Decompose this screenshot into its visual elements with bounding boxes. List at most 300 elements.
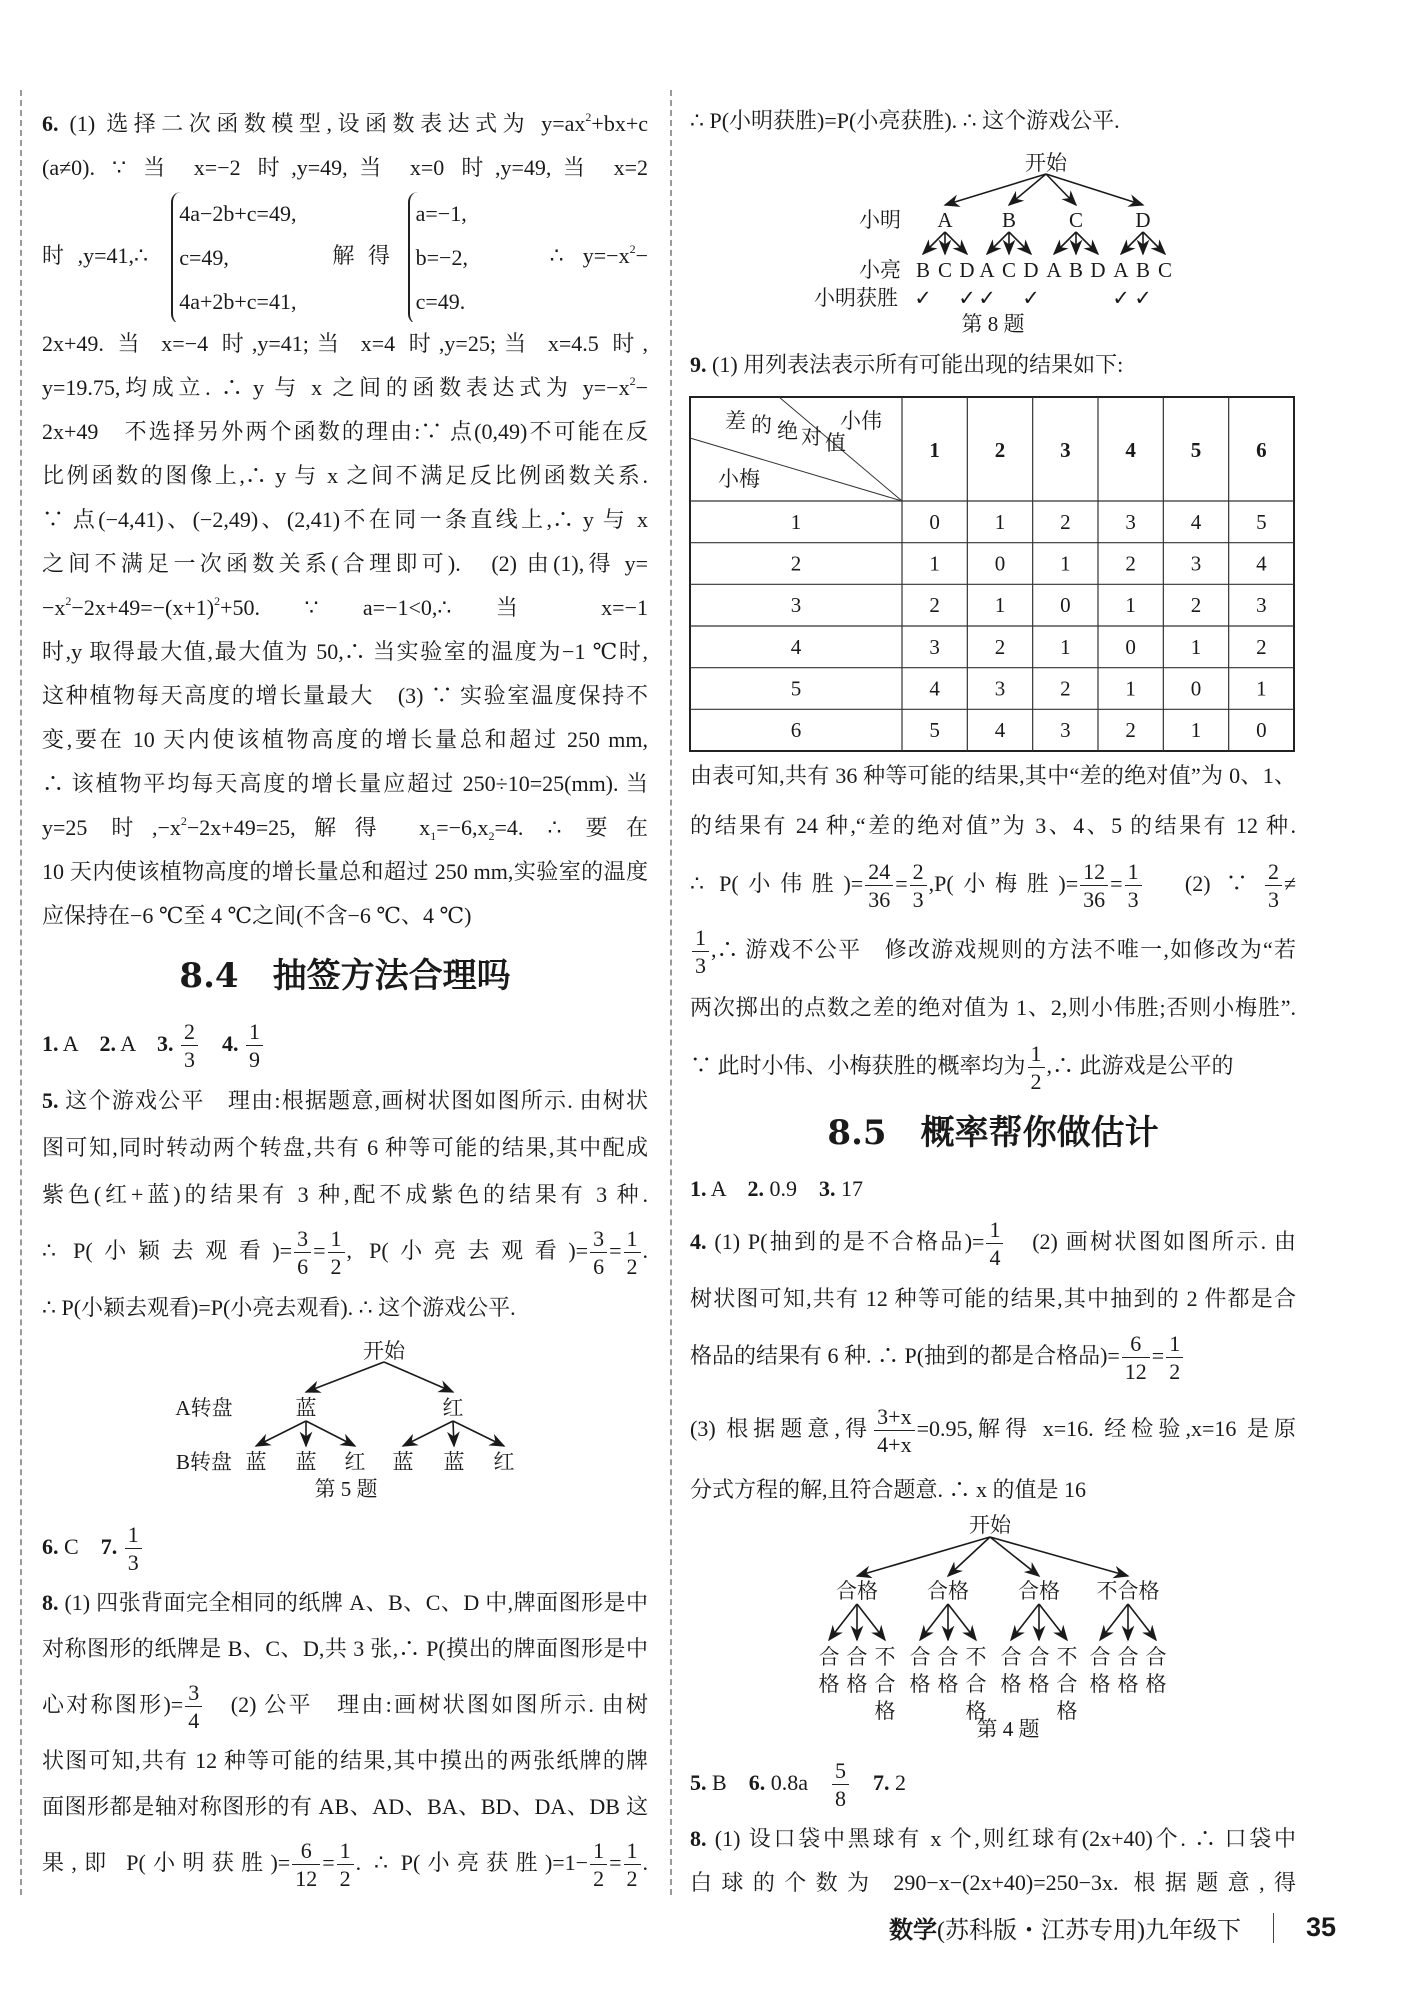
denominator: 8 <box>834 1786 846 1812</box>
text-run: 两次掷出的点数之差的绝对值为 1、2,则小伟胜;否则小梅胜”. <box>690 995 1296 1020</box>
question-number: 7. <box>872 1770 890 1795</box>
tree-leaf: 合格 <box>1089 1645 1111 1696</box>
tree-arrow <box>453 1421 504 1446</box>
tree-root-label: 开始 <box>363 1339 405 1363</box>
text-run: − <box>635 375 648 400</box>
column-header: 6 <box>1256 438 1267 462</box>
table-cell: 2 <box>929 593 940 618</box>
corner-header-row: 小梅 <box>718 467 760 491</box>
denominator: 2 <box>1169 1359 1181 1385</box>
text-run: =4. ∴ 要在 <box>494 815 648 840</box>
text-run: ∵ 点(−4,41)、(−2,49)、(2,41)不在同一条直线上,∴ y 与 x <box>42 507 648 532</box>
text-run: . <box>642 1237 648 1263</box>
text-run: 果,即 P(小明获胜)= <box>42 1850 291 1875</box>
table-cell: 1 <box>1060 551 1071 576</box>
tree-node: 蓝 <box>295 1396 317 1420</box>
question-number: 3. <box>156 1031 174 1056</box>
text-run: 0.9 <box>763 1176 819 1201</box>
text-run: 状图可知,共有 12 种等可能的结果,其中摸出的两张纸牌的牌 <box>42 1748 648 1773</box>
question-number: 2. <box>99 1031 116 1056</box>
denominator: 6 <box>593 1253 605 1279</box>
denominator: 2 <box>626 1253 638 1279</box>
numerator: 2 <box>1265 858 1282 886</box>
text-run: 心对称图形)= <box>42 1692 184 1717</box>
table-cell: 1 <box>1125 676 1136 701</box>
tree-arrow <box>829 1604 857 1640</box>
equation-row: a=−1, <box>415 200 467 226</box>
text-run: 2 <box>889 1770 906 1795</box>
numerator: 2 <box>181 1018 198 1046</box>
tree-node: D <box>1135 208 1151 232</box>
numerator: 1 <box>986 1216 1003 1244</box>
tree-leaf: 合格 <box>909 1645 931 1696</box>
text-run: (3) 根据题意,得 <box>690 1416 873 1441</box>
equation-row: c=49, <box>179 244 229 270</box>
column-header: 4 <box>1125 438 1136 462</box>
table-cell: 2 <box>994 634 1006 659</box>
row-header: 2 <box>790 551 802 576</box>
tree-leaf: D <box>959 258 975 282</box>
text-run: +50. ∵ a=−1<0,∴ 当 x=−1 <box>220 595 648 620</box>
table-cell: 1 <box>929 551 940 576</box>
tree-arrow <box>453 1421 454 1446</box>
text-run: = <box>1151 1343 1165 1368</box>
text-run: . <box>642 1850 648 1875</box>
text-run: ,∴ 游戏不公平 修改游戏规则的方法不唯一,如修改为“若 <box>711 937 1296 962</box>
numerator: 1 <box>692 924 709 952</box>
text-run: = <box>609 1237 622 1263</box>
tree-arrow <box>987 232 1009 254</box>
section-heading: 8.4 抽签方法合理吗 <box>179 956 511 996</box>
denominator: 2 <box>1030 1069 1042 1095</box>
superscript: 2 <box>629 242 636 256</box>
check-icon: ✓ <box>1134 286 1152 310</box>
denominator: 4 <box>989 1245 1001 1271</box>
text-run: = <box>895 871 908 896</box>
table-cell: 0 <box>1125 634 1136 659</box>
check-icon: ✓ <box>958 286 976 310</box>
tree-row-label: A转盘 <box>175 1396 233 1420</box>
tree-leaf: 合格 <box>1028 1645 1050 1696</box>
table-cell: 2 <box>1125 551 1136 576</box>
tree-arrow <box>1121 232 1143 254</box>
text-run: A <box>115 1031 157 1056</box>
text-run: −x <box>42 595 66 620</box>
text-run: ∵ 此时小伟、小梅获胜的概率均为 <box>690 1053 1026 1078</box>
text-run: 这个游戏公平 理由:根据题意,画树状图如图所示. 由树状 <box>58 1087 648 1113</box>
tree-arrow <box>1076 232 1098 254</box>
text-run: A <box>58 1031 100 1056</box>
tree-arrow <box>403 1421 453 1446</box>
question-number: 6. <box>42 1534 59 1559</box>
text-run: ∴ P(小颖去观看)= <box>42 1237 293 1263</box>
numerator: 3 <box>590 1225 607 1253</box>
figure-caption: 第 4 题 <box>976 1717 1040 1741</box>
text-run: A <box>706 1176 748 1201</box>
denominator: 2 <box>339 1866 351 1892</box>
text-run: 时,y 取得最大值,最大值为 50,∴ 当实验室的温度为−1 ℃时, <box>42 639 648 664</box>
text-run: = <box>1110 871 1123 896</box>
table-cell: 2 <box>1125 718 1136 743</box>
tree-arrow <box>990 1537 1039 1576</box>
question-number: 6. <box>42 111 59 136</box>
tree-arrow <box>1054 232 1076 254</box>
question-number: 8. <box>690 1826 707 1851</box>
text-run: 的结果有 24 种,“差的绝对值”为 3、4、5 的结果有 12 种. <box>690 813 1296 838</box>
tree-arrow <box>990 1537 1128 1576</box>
superscript: 2 <box>629 374 636 388</box>
question-number: 6. <box>748 1770 766 1795</box>
table-cell: 3 <box>929 634 940 659</box>
question-number: 1. <box>690 1176 707 1201</box>
numerator: 1 <box>1125 858 1142 886</box>
tree-node: 红 <box>442 1396 464 1420</box>
equation-row: 4a+2b+c=41, <box>179 288 297 314</box>
numerator: 12 <box>1080 858 1108 886</box>
tree-leaf: 不合格 <box>1056 1645 1078 1723</box>
text-run: 变,要在 10 天内使该植物高度的增长量总和超过 250 mm, <box>42 727 648 752</box>
section-heading: 8.5 概率帮你做估计 <box>827 1113 1159 1153</box>
table-cell: 0 <box>1190 676 1202 701</box>
text-run: 树状图可知,共有 12 种等可能的结果,其中抽到的 2 件都是合 <box>690 1286 1296 1311</box>
difference-table <box>689 396 1295 752</box>
table-cell: 1 <box>1256 676 1267 701</box>
tree-node: 不合格 <box>1096 1579 1160 1603</box>
denominator: 6 <box>297 1253 309 1279</box>
superscript: 2 <box>65 594 72 608</box>
table-cell: 0 <box>994 551 1006 576</box>
question-number: 7. <box>100 1534 118 1559</box>
tree-leaf: 红 <box>493 1450 515 1474</box>
tree-leaf: 蓝 <box>245 1450 267 1474</box>
text-run: ∴ P(小颖去观看)=P(小亮去观看). ∴ 这个游戏公平. <box>42 1294 516 1320</box>
footer-edition: (苏科版・江苏专用)九年级下 <box>936 1918 1241 1944</box>
table-cell: 1 <box>1060 634 1071 659</box>
text-run: 这种植物每天高度的增长量最大 (3) ∵ 实验室温度保持不 <box>42 683 648 708</box>
numerator: 5 <box>832 1757 849 1785</box>
tree-leaf: 不合格 <box>874 1645 896 1723</box>
text-run: C <box>58 1534 101 1559</box>
tree-leaf: 蓝 <box>295 1450 317 1474</box>
text-run: ∴ P(小明获胜)=P(小亮获胜). ∴ 这个游戏公平. <box>690 108 1120 133</box>
denominator: 2 <box>330 1253 342 1279</box>
tree-arrow <box>945 232 967 254</box>
table-cell: 5 <box>929 718 940 743</box>
numerator: 2 <box>910 858 927 886</box>
tree-leaf: B <box>1068 258 1084 282</box>
tree-leaf: 合格 <box>1117 1645 1139 1696</box>
tree-arrow <box>1128 1604 1156 1640</box>
check-icon: ✓ <box>914 286 932 310</box>
text-run: (2) ∵ <box>1143 871 1263 896</box>
row-header: 4 <box>790 634 802 659</box>
numerator: 1 <box>624 1225 641 1253</box>
tree-arrow <box>306 1421 355 1446</box>
tree-arrow <box>1143 232 1165 254</box>
text-run: 面图形都是轴对称图形的有 AB、AD、BA、BD、DA、DB 这 <box>42 1794 648 1819</box>
tree-arrow <box>1011 1604 1039 1640</box>
tree-leaf: D <box>1023 258 1039 282</box>
check-icon: ✓ <box>1112 286 1130 310</box>
denominator: 3 <box>912 887 924 913</box>
table-cell: 0 <box>929 509 940 534</box>
tree-arrow <box>1009 174 1046 205</box>
text-run: 比例函数的图像上,∴ y 与 x 之间不满足反比例函数关系. <box>42 463 648 488</box>
table-cell: 1 <box>1190 718 1202 743</box>
denominator: 9 <box>248 1047 260 1073</box>
row-header: 6 <box>790 718 802 743</box>
text-run: 17 <box>835 1176 863 1201</box>
table-cell: 4 <box>1256 551 1267 576</box>
denominator: 4 <box>188 1708 200 1734</box>
text-run: y=19.75,均成立. ∴ y 与 x 之间的函数表达式为 y=−x <box>42 375 630 400</box>
table-cell: 2 <box>1060 676 1071 701</box>
numerator: 1 <box>590 1837 607 1865</box>
tree-leaf: C <box>1001 258 1017 282</box>
text-run: 紫色(红+蓝)的结果有 3 种,配不成紫色的结果有 3 种. <box>42 1181 648 1207</box>
table-cell: 2 <box>1060 509 1071 534</box>
question-number: 1. <box>42 1031 59 1056</box>
tree-node: A <box>937 208 953 232</box>
denominator: 36 <box>1083 887 1106 913</box>
text-run: 10 天内使该植物高度的增长量总和超过 250 mm,实验室的温度 <box>42 859 648 884</box>
table-cell: 2 <box>1190 593 1202 618</box>
table-cell: 3 <box>1256 593 1267 618</box>
tree-arrow <box>1100 1604 1128 1640</box>
tree-node: 合格 <box>836 1579 878 1603</box>
numerator: 6 <box>1122 1330 1150 1358</box>
check-icon: ✓ <box>1022 286 1040 310</box>
tree-row-label: 小亮 <box>859 258 901 282</box>
text-run: − <box>635 243 648 268</box>
superscript: 2 <box>214 594 221 608</box>
table-cell: 4 <box>1190 509 1202 534</box>
text-run: (1) 设口袋中黑球有 x 个,则红球有(2x+40)个. ∴ 口袋中 <box>706 1826 1296 1851</box>
question-number: 4. <box>690 1229 707 1254</box>
numerator: 1 <box>1166 1330 1183 1358</box>
tree-arrow <box>384 1362 453 1392</box>
question-number: 5. <box>690 1770 707 1795</box>
text-run: 由表可知,共有 36 种等可能的结果,其中“差的绝对值”为 0、1、 <box>690 763 1296 788</box>
text-run: = <box>609 1850 622 1875</box>
question-number: 8. <box>42 1590 59 1615</box>
check-icon: ✓ <box>978 286 996 310</box>
tree-leaf: A <box>979 258 995 282</box>
text-run: (2) 公平 理由:画树状图如图所示. 由树 <box>204 1692 648 1717</box>
numerator: 24 <box>865 858 893 886</box>
footer-subject: 数学 <box>888 1918 937 1944</box>
table-cell: 1 <box>1190 634 1202 659</box>
tree-leaf: C <box>937 258 953 282</box>
tree-leaf: B <box>1135 258 1151 282</box>
numerator: 3 <box>185 1679 202 1707</box>
corner-header-diff: 差 的 绝 对 值 <box>725 409 846 455</box>
tree-arrow <box>945 174 1046 205</box>
table-cell: 3 <box>1190 551 1202 576</box>
tree-row-label: 小明 <box>859 208 901 232</box>
text-run: = <box>313 1237 326 1263</box>
numerator: 1 <box>125 1521 142 1549</box>
equation-row: 4a−2b+c=49, <box>179 200 297 226</box>
text-run: −2x+49=25,解得 x <box>186 815 431 840</box>
question-number: 9. <box>690 352 707 377</box>
text-run: ∴ y=−x <box>549 243 630 268</box>
denominator: 2 <box>626 1866 638 1892</box>
tree-leaf: D <box>1090 258 1106 282</box>
tree-arrow <box>948 1604 976 1640</box>
tree-leaf: 合格 <box>937 1645 959 1696</box>
denominator: 36 <box>868 887 891 913</box>
text-run: 解得 <box>313 243 404 268</box>
table-cell: 3 <box>994 676 1006 701</box>
footer-divider <box>1273 1913 1274 1943</box>
row-header: 3 <box>790 593 802 618</box>
table-cell: 0 <box>1060 593 1071 618</box>
denominator: 3 <box>127 1550 139 1576</box>
table-cell: 1 <box>1125 593 1136 618</box>
numerator: 6 <box>292 1837 320 1865</box>
text-run: B <box>706 1770 749 1795</box>
denominator: 3 <box>1267 887 1279 913</box>
text-run: 格品的结果有 6 种. ∴ P(抽到的都是合格品)= <box>690 1343 1120 1368</box>
tree-arrow <box>1039 1604 1067 1640</box>
tree-leaf: 合格 <box>818 1645 840 1696</box>
text-run: +bx+c <box>591 111 648 136</box>
table-cell: 5 <box>1256 509 1267 534</box>
text-run: ∴ P(小伟胜)= <box>690 871 864 896</box>
numerator: 1 <box>337 1837 354 1865</box>
text-run: (1) 四张背面完全相同的纸牌 A、B、C、D 中,牌面图形是中 <box>64 1590 648 1615</box>
text-run: 白球的个数为 290−x−(2x+40)=250−3x. 根据题意,得 <box>690 1870 1296 1895</box>
tree-leaf: A <box>1046 258 1062 282</box>
row-header: 1 <box>790 509 802 534</box>
table-cell: 3 <box>1060 718 1071 743</box>
tree-node: B <box>1001 208 1017 232</box>
subscript: 2 <box>488 829 495 843</box>
text-run: ,∴ 此游戏是公平的 <box>1046 1053 1234 1078</box>
tree-leaf: 合格 <box>846 1645 868 1696</box>
question-number: 5. <box>42 1087 59 1113</box>
text-run: 之间不满足一次函数关系(合理即可). (2) 由(1),得 y= <box>42 551 648 576</box>
table-cell: 4 <box>994 718 1006 743</box>
subscript: 1 <box>430 829 437 843</box>
text-run: 应保持在−6 ℃至 4 ℃之间(不含−6 ℃、4 ℃) <box>42 903 472 928</box>
table-cell: 0 <box>1256 718 1267 743</box>
tree-arrow <box>256 1421 306 1446</box>
tree-leaf: 蓝 <box>392 1450 414 1474</box>
tree-leaf: A <box>1113 258 1129 282</box>
column-header: 2 <box>994 438 1006 462</box>
text-run: , P(小亮去观看)= <box>346 1237 589 1263</box>
text-run: =0.95,解得 x=16. 经检验,x=16 是原 <box>916 1416 1296 1441</box>
numerator: 1 <box>1028 1040 1045 1068</box>
numerator: 3 <box>294 1225 311 1253</box>
denominator: 4+x <box>877 1432 912 1458</box>
question-number: 4. <box>221 1031 239 1056</box>
page-number: 35 <box>1305 1912 1336 1942</box>
equation-row: c=49. <box>415 288 466 314</box>
tree-leaf: C <box>1157 258 1173 282</box>
denominator: 3 <box>183 1047 195 1073</box>
tree-arrow <box>1009 232 1031 254</box>
text-run: (2) 画树状图如图所示. 由 <box>1005 1229 1296 1254</box>
text-run: 分式方程的解,且符合题意. ∴ x 的值是 16 <box>690 1477 1087 1502</box>
text-run: 图可知,同时转动两个转盘,共有 6 种等可能的结果,其中配成 <box>42 1134 648 1160</box>
numerator: 1 <box>246 1018 263 1046</box>
table-cell: 3 <box>1125 509 1136 534</box>
text-run: (1) 选择二次函数模型,设函数表达式为 y=ax <box>58 111 586 136</box>
superscript: 2 <box>585 110 592 124</box>
tree-leaf: 红 <box>344 1450 366 1474</box>
table-cell: 2 <box>1256 634 1267 659</box>
text-run: 2x+49 不选择另外两个函数的理由:∵ 点(0,49)不可能在反 <box>42 419 648 444</box>
tree-node: C <box>1068 208 1084 232</box>
tree-row-label: B转盘 <box>175 1450 233 1474</box>
table-cell: 4 <box>929 676 940 701</box>
tree-arrow <box>920 1604 948 1640</box>
tree-leaf: 蓝 <box>443 1450 465 1474</box>
tree-row-label: 小明获胜 <box>814 286 898 310</box>
tree-node: 合格 <box>927 1579 969 1603</box>
superscript: 2 <box>180 814 187 828</box>
tree-leaf: 合格 <box>1145 1645 1167 1696</box>
text-run: (1) P(抽到的是不合格品)= <box>706 1229 985 1254</box>
numerator: 1 <box>328 1225 345 1253</box>
text-run: −2x+49=−(x+1) <box>71 595 215 620</box>
column-header: 1 <box>929 438 940 462</box>
text-run: 时,y=41,∴ <box>42 243 168 268</box>
text-run: ≠ <box>1283 871 1296 896</box>
text-run: . ∴ P(小亮获胜)=1− <box>355 1850 589 1875</box>
column-header: 3 <box>1060 438 1071 462</box>
figure-caption: 第 8 题 <box>961 312 1025 336</box>
tree-leaf: 合格 <box>1000 1645 1022 1696</box>
tree-leaf: 不合格 <box>965 1645 987 1723</box>
text-run: 0.8a <box>765 1770 830 1795</box>
question-number: 2. <box>747 1176 764 1201</box>
denominator: 2 <box>593 1866 605 1892</box>
text-run: = <box>322 1850 335 1875</box>
text-run: =−6,x <box>436 815 489 840</box>
denominator: 3 <box>1127 887 1139 913</box>
tree-arrow <box>923 232 945 254</box>
text-run: 对称图形的纸牌是 B、C、D,共 3 张,∴ P(摸出的牌面图形是中 <box>42 1636 648 1661</box>
tree-root-label: 开始 <box>969 1513 1011 1537</box>
table-cell: 1 <box>994 593 1006 618</box>
figure-caption: 第 5 题 <box>314 1477 378 1501</box>
page-footer <box>889 1910 1336 1945</box>
tree-node: 合格 <box>1018 1579 1060 1603</box>
denominator: 12 <box>295 1866 318 1892</box>
row-header: 5 <box>790 676 802 701</box>
table-border <box>690 397 1294 751</box>
tree-leaf: B <box>915 258 931 282</box>
column-header: 5 <box>1190 438 1202 462</box>
text-run: (1) 用列表法表示所有可能出现的结果如下: <box>706 352 1124 377</box>
text-run: ∴ 该植物平均每天高度的增长量应超过 250÷10=25(mm). 当 <box>42 771 648 796</box>
denominator: 3 <box>695 953 706 979</box>
table-cell: 1 <box>994 509 1006 534</box>
denominator: 12 <box>1124 1359 1147 1385</box>
tree-arrow <box>306 1362 384 1392</box>
question-number: 3. <box>818 1176 836 1201</box>
tree-arrow <box>857 1604 885 1640</box>
tree-root-label: 开始 <box>1025 151 1067 175</box>
numerator: 1 <box>624 1837 641 1865</box>
text-run: (a≠0). ∵ 当 x=−2 时,y=49,当 x=0 时,y=49,当 x=2 <box>42 155 648 180</box>
text-run: ,P(小梅胜)= <box>928 871 1079 896</box>
text-run: 2x+49. 当 x=−4 时,y=41;当 x=4 时,y=25;当 x=4.5 时, <box>42 331 648 356</box>
